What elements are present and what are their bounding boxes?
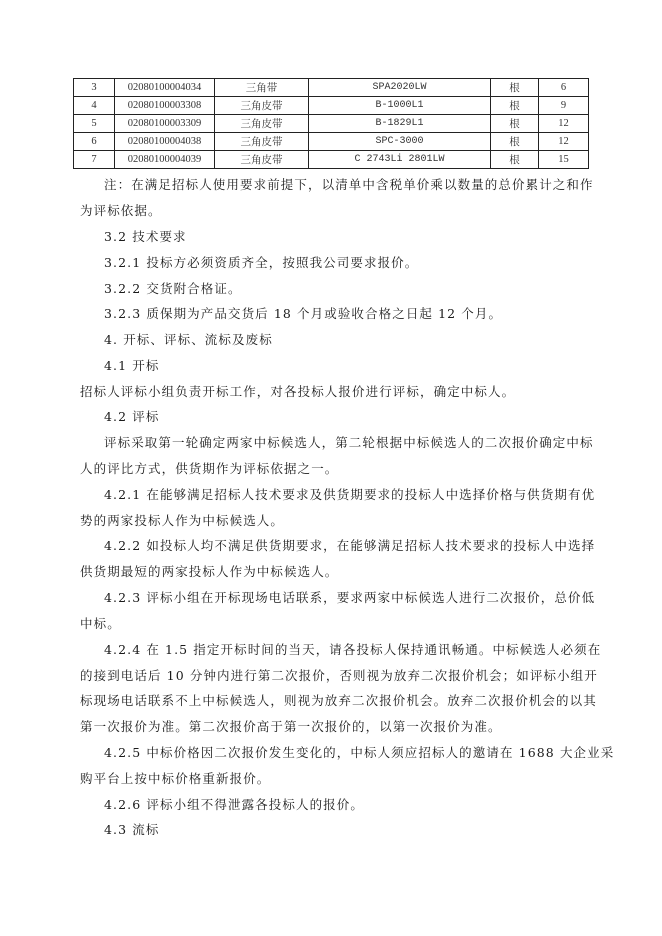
paragraph: 3.2.3 质保期为产品交货后 18 个月或验收合格之日起 12 个月。	[104, 306, 503, 321]
cell-no: 3	[74, 79, 115, 97]
section-heading: 4.2 评标	[104, 409, 160, 424]
section-heading: 3.2 技术要求	[104, 229, 187, 244]
table-row	[74, 133, 589, 151]
cell-spec: SPC-3000	[309, 133, 491, 151]
cell-name: 三角皮带	[215, 151, 309, 169]
table-row	[74, 97, 589, 115]
paragraph: 4.2.1 在能够满足招标人技术要求及供货期要求的投标人中选择价格与供货期有优	[104, 487, 596, 502]
paragraph-cont: 第一次报价为准。第二次报价高于第一次报价的，以第一次报价为准。	[80, 719, 502, 734]
cell-spec: SPA2020LW	[309, 79, 491, 97]
table-row	[74, 79, 589, 97]
paragraph: 4.2.4 在 1.5 指定开标时间的当天，请各投标人保持通讯畅通。中标候选人必须在	[104, 642, 602, 657]
paragraph-cont: 的接到电话后 10 分钟内进行第二次报价，否则视为放弃二次报价机会；如评标小组开	[80, 668, 598, 683]
cell-code: 02080100004034	[115, 79, 215, 97]
section-heading: 4. 开标、评标、流标及废标	[104, 332, 273, 347]
cell-unit: 根	[491, 97, 539, 115]
cell-qty: 6	[539, 79, 589, 97]
cell-unit: 根	[491, 115, 539, 133]
section-heading: 4.1 开标	[104, 358, 160, 373]
section-heading: 4.3 流标	[104, 822, 160, 837]
cell-unit: 根	[491, 79, 539, 97]
table-row	[74, 151, 589, 169]
items-table	[73, 78, 589, 169]
cell-spec: C 2743Li 2801LW	[309, 151, 491, 169]
paragraph-cont: 标现场电话联系不上中标候选人，则视为放弃二次报价机会。放弃二次报价机会的以其	[80, 693, 597, 708]
cell-unit: 根	[491, 151, 539, 169]
cell-no: 6	[74, 133, 115, 151]
paragraph: 4.2.5 中标价格因二次报价发生变化的，中标人须应招标人的邀请在 1688 大企业采	[104, 745, 615, 760]
paragraph-cont: 人的评比方式，供货期作为评标依据之一。	[80, 461, 339, 476]
paragraph: 4.2.6 评标小组不得泄露各投标人的报价。	[104, 797, 364, 812]
paragraph: 评标采取第一轮确定两家中标候选人，第二轮根据中标候选人的二次报价确定中标	[104, 435, 594, 450]
cell-name: 三角皮带	[215, 133, 309, 151]
cell-spec: B-1000L1	[309, 97, 491, 115]
cell-name: 三角皮带	[215, 115, 309, 133]
note-text: 注：在满足招标人使用要求前提下，以清单中含税单价乘以数量的总价累计之和作	[104, 177, 594, 192]
note-text-cont: 为评标依据。	[80, 203, 162, 218]
cell-qty: 12	[539, 133, 589, 151]
cell-code: 02080100004038	[115, 133, 215, 151]
cell-name: 三角皮带	[215, 97, 309, 115]
paragraph-cont: 势的两家投标人作为中标候选人。	[80, 513, 285, 528]
table-row	[74, 115, 589, 133]
paragraph: 4.2.2 如投标人均不满足供货期要求，在能够满足招标人技术要求的投标人中选择	[104, 538, 596, 553]
paragraph: 4.2.3 评标小组在开标现场电话联系，要求两家中标候选人进行二次报价，总价低	[104, 590, 596, 605]
paragraph: 3.2.1 投标方必须资质齐全，按照我公司要求报价。	[104, 255, 419, 270]
cell-unit: 根	[491, 133, 539, 151]
cell-code: 02080100003308	[115, 97, 215, 115]
cell-no: 4	[74, 97, 115, 115]
paragraph-cont: 供货期最短的两家投标人作为中标候选人。	[80, 564, 339, 579]
cell-qty: 12	[539, 115, 589, 133]
cell-code: 02080100004039	[115, 151, 215, 169]
paragraph-cont: 中标。	[80, 616, 121, 631]
cell-code: 02080100003309	[115, 115, 215, 133]
cell-qty: 9	[539, 97, 589, 115]
cell-spec: B-1829L1	[309, 115, 491, 133]
paragraph-cont: 购平台上按中标价格重新报价。	[80, 771, 271, 786]
cell-no: 7	[74, 151, 115, 169]
cell-qty: 15	[539, 151, 589, 169]
paragraph: 招标人评标小组负责开标工作，对各投标人报价进行评标，确定中标人。	[80, 384, 516, 399]
cell-name: 三角带	[215, 79, 309, 97]
cell-no: 5	[74, 115, 115, 133]
paragraph: 3.2.2 交货附合格证。	[104, 281, 242, 296]
